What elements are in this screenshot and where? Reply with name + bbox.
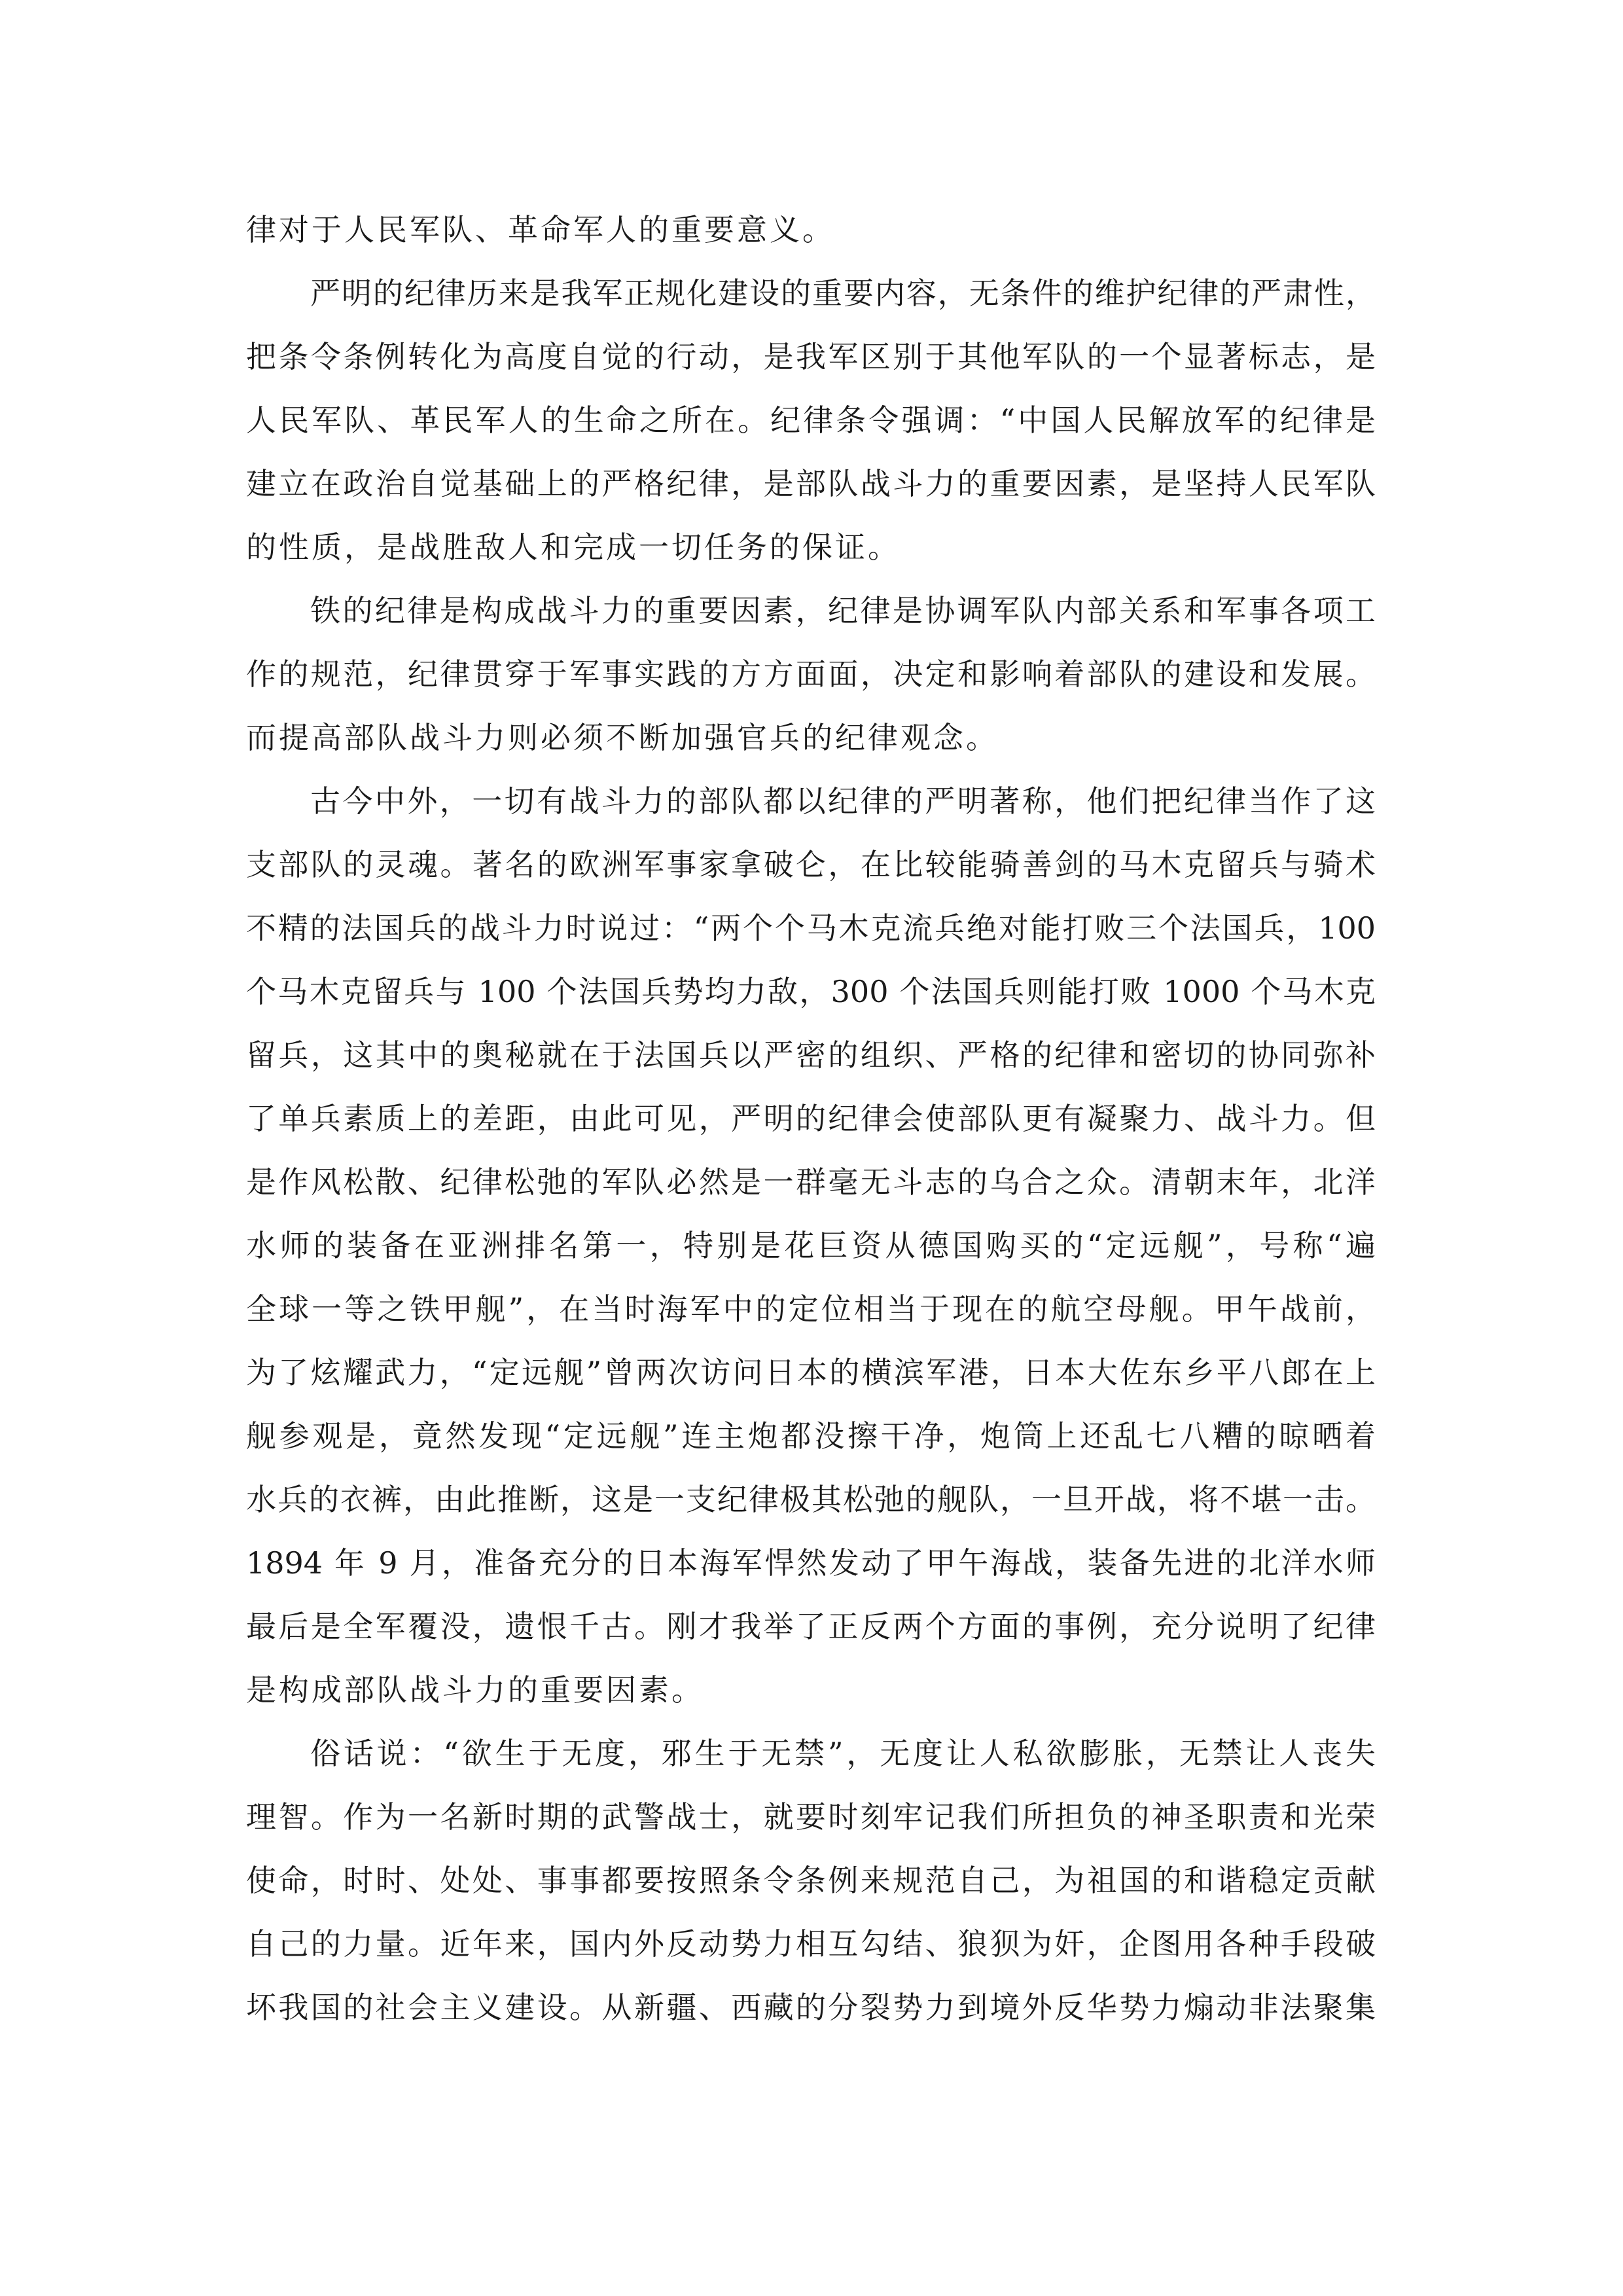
text-line: 个马木克留兵与 100 个法国兵势均力敌，300 个法国兵则能打败 1000 个马木克 <box>246 974 1376 1009</box>
text-line: 古今中外，一切有战斗力的部队都以纪律的严明著称，他们把纪律当作了这 <box>310 783 1376 819</box>
paragraph <box>246 1722 1376 2039</box>
text-line: 理智。作为一名新时期的武警战士，就要时刻牢记我们所担负的神圣职责和光荣 <box>246 1799 1376 1835</box>
text-line: 留兵，这其中的奥秘就在于法国兵以严密的组织、严格的纪律和密切的协同弥补 <box>246 1037 1376 1073</box>
text-line: 最后是全军覆没，遗恨千古。刚才我举了正反两个方面的事例，充分说明了纪律 <box>246 1609 1376 1644</box>
text-line: 为了炫耀武力，“定远舰”曾两次访问日本的横滨军港，日本大佐东乡平八郎在上 <box>246 1355 1376 1390</box>
text-line: 舰参观是，竟然发现“定远舰”连主炮都没擦干净，炮筒上还乱七八糟的晾晒着 <box>246 1418 1376 1454</box>
text-line: 严明的纪律历来是我军正规化建设的重要内容，无条件的维护纪律的严肃性， <box>310 276 1376 311</box>
paragraph <box>246 579 1376 770</box>
text-line: 的性质，是战胜敌人和完成一切任务的保证。 <box>246 529 901 565</box>
text-line: 水兵的衣裤，由此推断，这是一支纪律极其松弛的舰队，一旦开战，将不堪一击。 <box>246 1482 1376 1517</box>
text-line: 而提高部队战斗力则必须不断加强官兵的纪律观念。 <box>246 720 999 755</box>
text-line: 铁的纪律是构成战斗力的重要因素，纪律是协调军队内部关系和军事各项工 <box>310 593 1376 628</box>
text-line: 人民军队、革民军人的生命之所在。纪律条令强调：“中国人民解放军的纪律是 <box>246 403 1376 438</box>
text-line: 建立在政治自觉基础上的严格纪律，是部队战斗力的重要因素，是坚持人民军队 <box>246 466 1376 501</box>
text-line: 1894 年 9 月，准备充分的日本海军悍然发动了甲午海战，装备先进的北洋水师 <box>246 1545 1376 1581</box>
document-body <box>246 198 1376 2039</box>
text-line: 全球一等之铁甲舰”，在当时海军中的定位相当于现在的航空母舰。甲午战前， <box>246 1291 1376 1327</box>
text-line: 坏我国的社会主义建设。从新疆、西藏的分裂势力到境外反华势力煽动非法聚集 <box>246 1990 1376 2025</box>
text-line: 是作风松散、纪律松弛的军队必然是一群毫无斗志的乌合之众。清朝末年，北洋 <box>246 1164 1376 1200</box>
paragraph <box>246 262 1376 579</box>
text-line: 了单兵素质上的差距，由此可见，严明的纪律会使部队更有凝聚力、战斗力。但 <box>246 1101 1376 1136</box>
text-line: 使命，时时、处处、事事都要按照条令条例来规范自己，为祖国的和谐稳定贡献 <box>246 1863 1376 1898</box>
text-line: 俗话说：“欲生于无度，邪生于无禁”，无度让人私欲膨胀，无禁让人丧失 <box>310 1736 1376 1771</box>
text-line: 把条令条例转化为高度自觉的行动，是我军区别于其他军队的一个显著标志，是 <box>246 339 1376 374</box>
text-line: 律对于人民军队、革命军人的重要意义。 <box>246 212 835 247</box>
text-line: 自己的力量。近年来，国内外反动势力相互勾结、狼狈为奸，企图用各种手段破 <box>246 1926 1376 1962</box>
text-line: 不精的法国兵的战斗力时说过：“两个个马木克流兵绝对能打败三个法国兵，100 <box>246 910 1376 946</box>
text-line: 是构成部队战斗力的重要因素。 <box>246 1672 704 1708</box>
text-line: 水师的装备在亚洲排名第一，特别是花巨资从德国购买的“定远舰”，号称“遍 <box>246 1228 1376 1263</box>
text-line: 支部队的灵魂。著名的欧洲军事家拿破仑，在比较能骑善剑的马木克留兵与骑术 <box>246 847 1376 882</box>
paragraph <box>246 770 1376 1722</box>
text-line: 作的规范，纪律贯穿于军事实践的方方面面，决定和影响着部队的建设和发展。 <box>246 656 1376 692</box>
paragraph <box>246 198 1376 262</box>
